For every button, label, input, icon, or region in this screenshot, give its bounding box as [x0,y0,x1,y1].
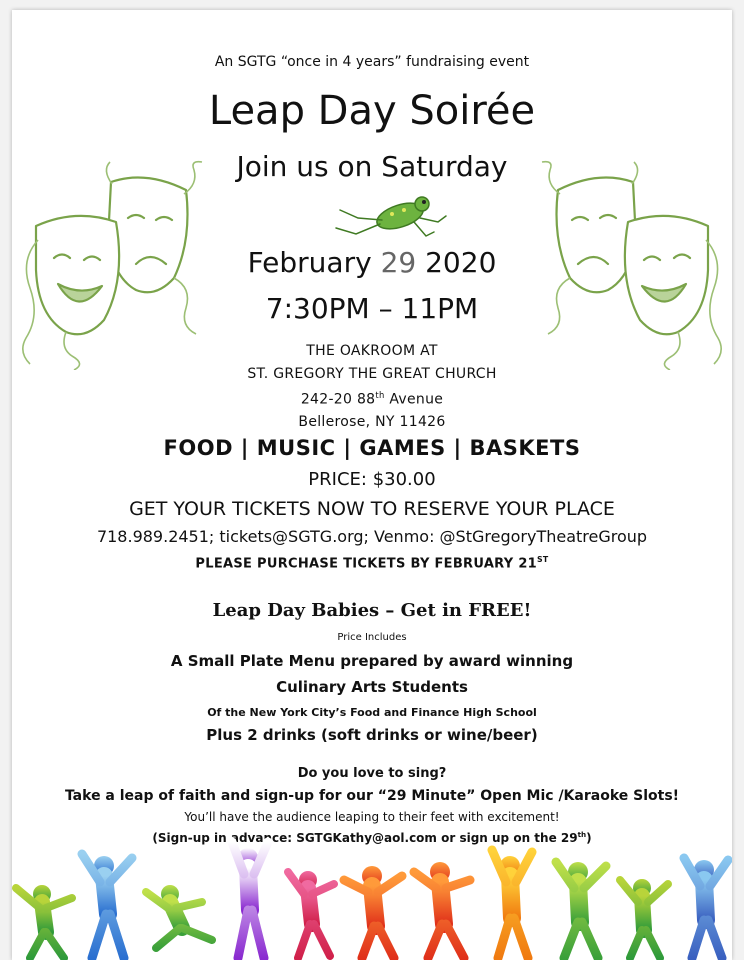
ticket-price: PRICE: $30.00 [308,469,436,490]
menu-description-line2: Culinary Arts Students [276,678,468,696]
event-title: Leap Day Soirée [208,88,536,134]
purchase-deadline [12,555,732,571]
date-day: 29 [380,246,417,279]
venue-name-line2: ST. GREGORY THE GREAT CHURCH [247,366,497,382]
venue-street-number: 242-20 88 [300,391,376,408]
venue-street [12,390,732,408]
deadline-suffix: ST [537,555,549,564]
event-time: 7:30PM – 11PM [265,292,479,325]
event-tagline: An SGTG “once in 4 years” fundraising event [214,54,530,70]
audience-line: You’ll have the audience leaping to their feet with excitement! [184,810,560,824]
school-name: Of the New York City’s Food and Finance High School [207,706,537,719]
venue-name-line1: THE OAKROOM AT [306,343,438,359]
menu-description-line1: A Small Plate Menu prepared by award winning [170,652,574,670]
venue-street-name: Avenue [384,391,444,408]
ticket-cta: GET YOUR TICKETS NOW TO RESERVE YOUR PLACE [129,498,615,520]
venue-city: Bellerose, NY 11426 [298,414,446,430]
open-mic-invite: Take a leap of faith and sign-up for our “29 Minute” Open Mic /Karaoke Slots! [64,788,680,804]
event-categories: FOOD | MUSIC | GAMES | BASKETS [163,436,581,460]
dancing-people-silhouettes [12,836,732,960]
leaping-frog-icon [330,188,456,248]
signup-suffix: th [577,830,587,839]
leap-day-babies-offer: Leap Day Babies – Get in FREE! [212,600,532,621]
contact-info: 718.989.2451; tickets@SGTG.org; Venmo: @StGregoryTheatreGroup [96,527,648,546]
event-date [12,246,732,279]
signup-text: (Sign-up in advance: SGTGKathy@aol.com or sign up on the 29 [152,831,578,845]
sing-question: Do you love to sing? [297,766,447,781]
date-year: 2020 [416,246,497,279]
event-day-line: Join us on Saturday [236,150,508,183]
flyer-page [12,10,732,960]
price-includes-label: Price Includes [337,632,407,643]
drinks-included: Plus 2 drinks (soft drinks or wine/beer) [206,726,538,744]
date-month: February [247,246,381,279]
signup-close: ) [586,831,592,845]
deadline-text: PLEASE PURCHASE TICKETS BY FEBRUARY 21 [195,556,538,572]
venue-street-suffix: th [375,390,385,400]
